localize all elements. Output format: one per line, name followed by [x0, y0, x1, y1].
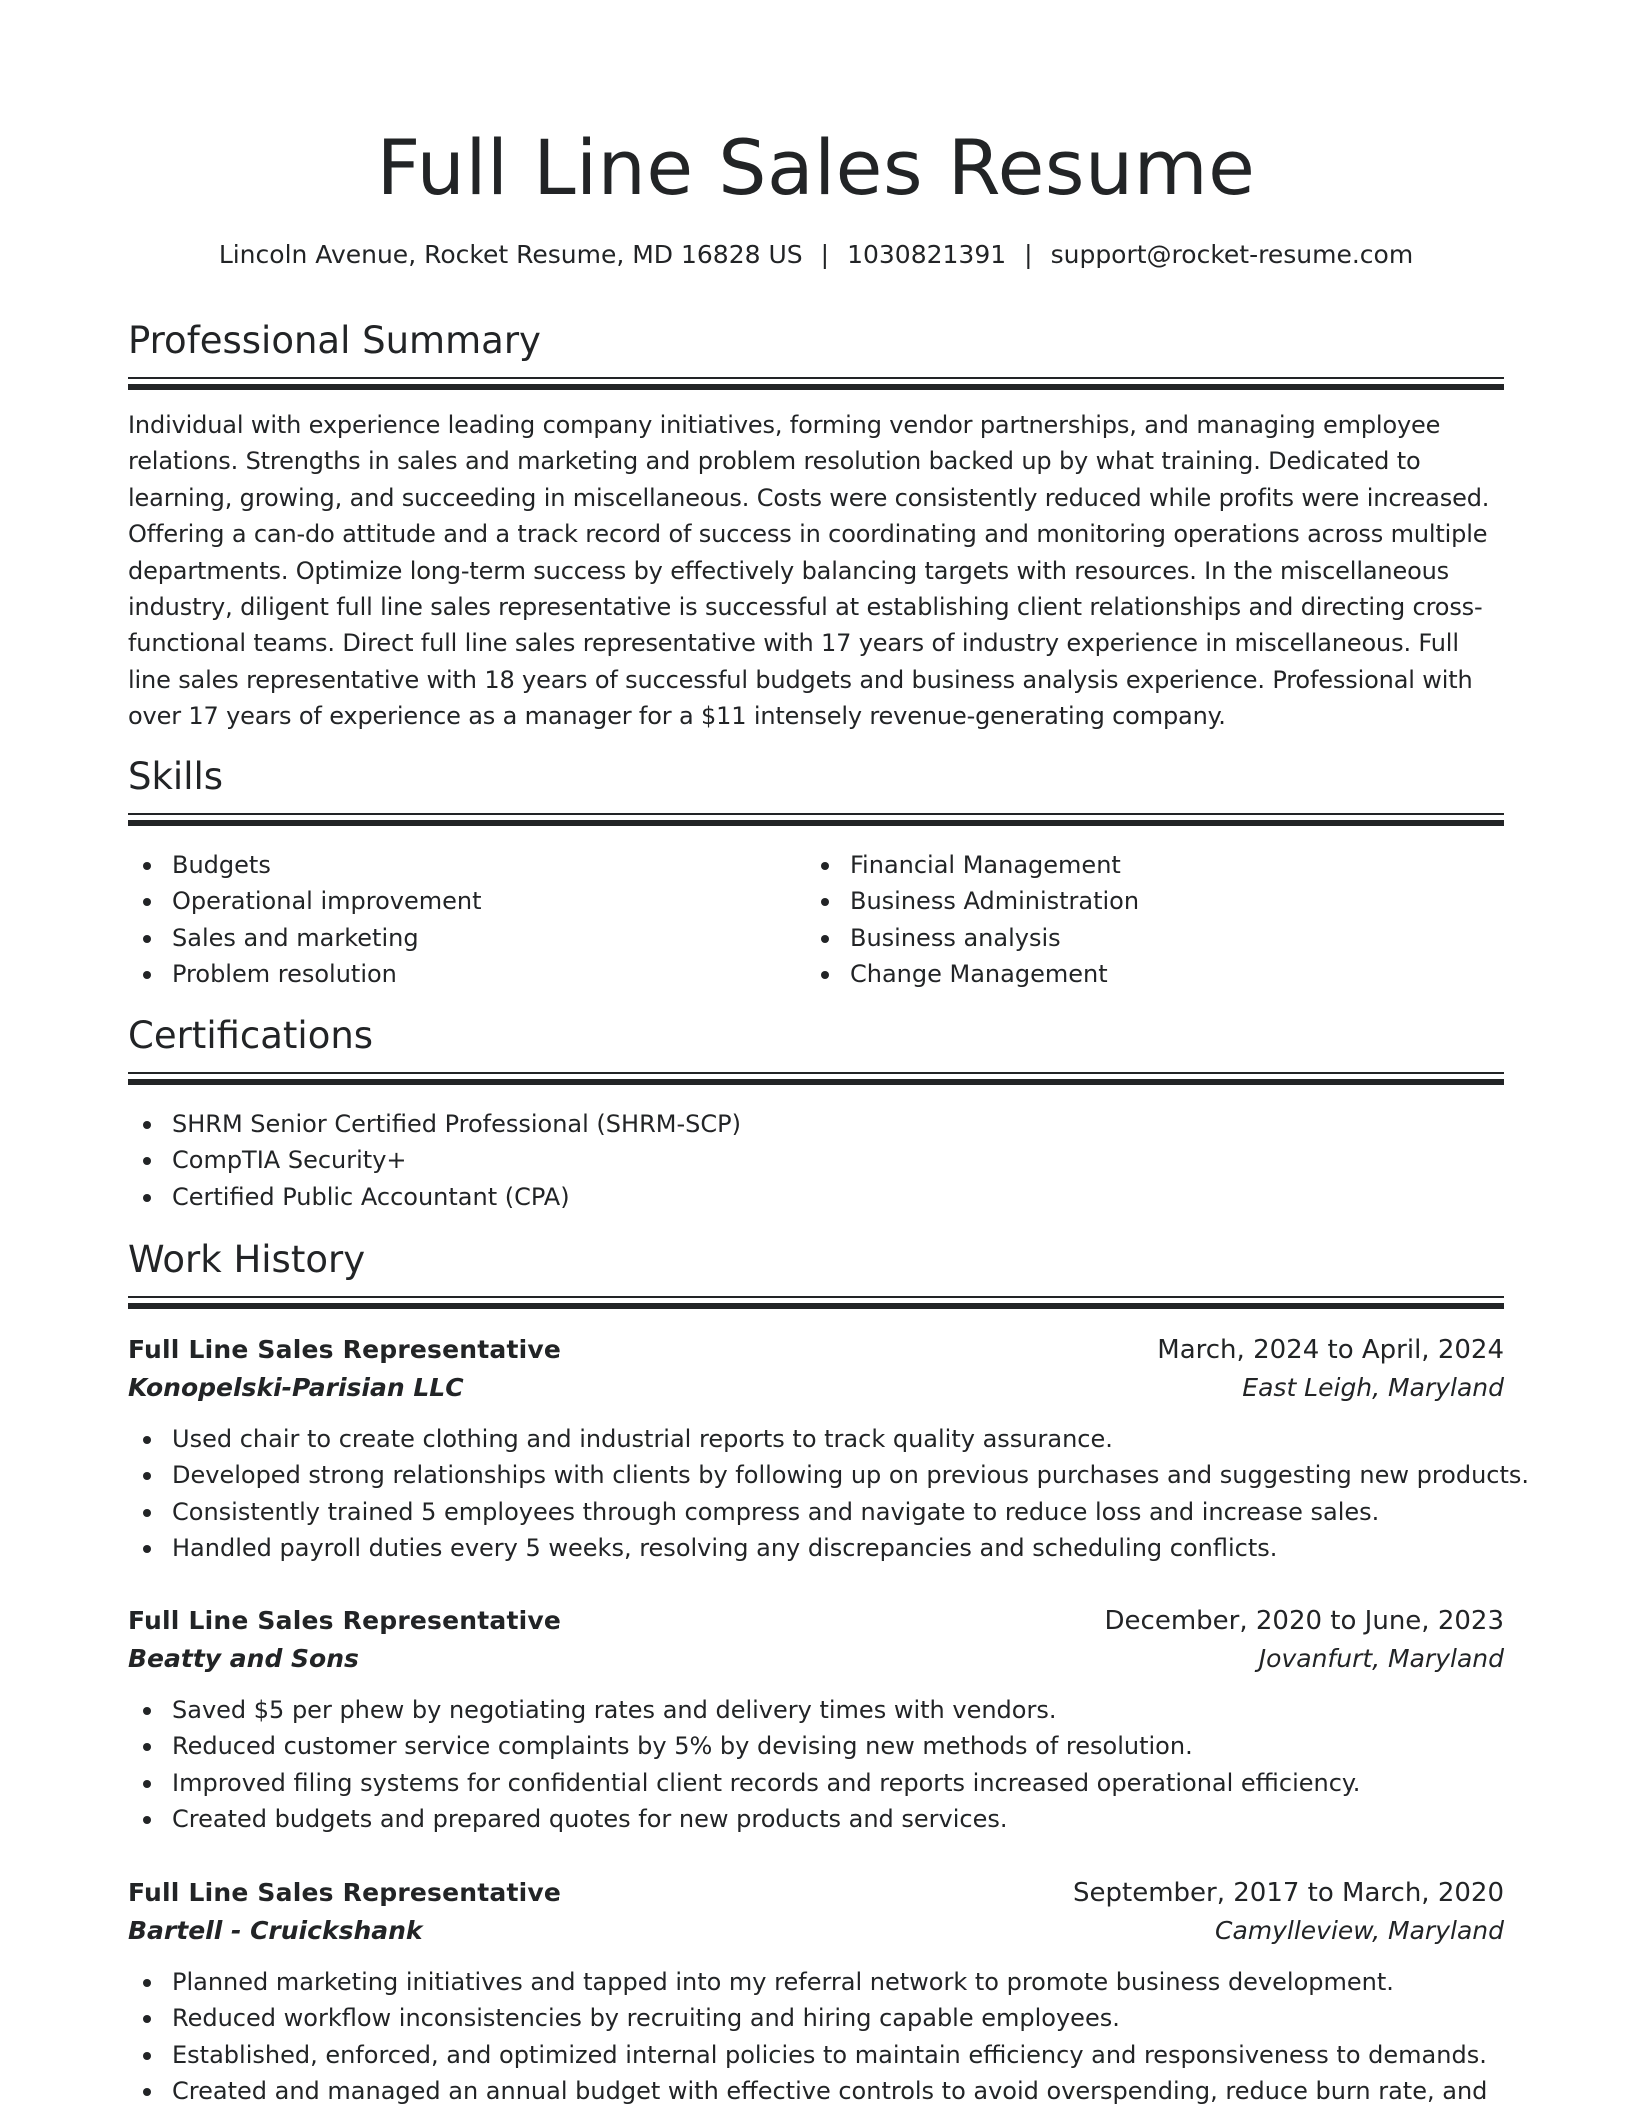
skill-item: Budgets	[128, 847, 481, 883]
skill-item: Business analysis	[806, 920, 1139, 956]
section-divider	[128, 813, 1504, 826]
section-divider	[128, 1072, 1504, 1085]
job-location: East Leigh, Maryland	[1242, 1373, 1504, 1402]
job-entry	[128, 1331, 1530, 1567]
certification-item: CompTIA Security+	[128, 1142, 741, 1178]
job-title: Full Line Sales Representative	[128, 1606, 562, 1635]
job-title: Full Line Sales Representative	[128, 1335, 562, 1364]
section-heading-certifications: Certifications	[128, 1014, 374, 1057]
job-duty: Used chair to create clothing and industrial reports to track quality assurance.	[128, 1421, 1504, 1457]
skills-list-right	[806, 847, 1139, 993]
job-duty: Improved filing systems for confidential client records and reports increased operational efficiency.	[128, 1765, 1504, 1801]
resume-title: Full Line Sales Resume	[376, 123, 1256, 212]
skill-item: Financial Management	[806, 847, 1139, 883]
job-dates: March, 2024 to April, 2024	[1157, 1335, 1504, 1365]
job-entry	[128, 1874, 1504, 2110]
job-duty: Planned marketing initiatives and tapped into my referral network to promote business development.	[128, 1964, 1504, 2000]
job-location: Jovanfurt, Maryland	[1258, 1644, 1504, 1673]
job-company: Bartell - Cruickshank	[128, 1916, 423, 1945]
certification-item: Certified Public Accountant (CPA)	[128, 1179, 741, 1215]
job-duty: Established, enforced, and optimized internal policies to maintain efficiency and responsiveness to demands.	[128, 2037, 1504, 2073]
skill-item: Operational improvement	[128, 883, 481, 919]
job-company: Konopelski-Parisian LLC	[128, 1373, 464, 1402]
job-location: Camylleview, Maryland	[1214, 1916, 1504, 1945]
job-duty: Developed strong relationships with clients by following up on previous purchases and suggesting new products.	[128, 1457, 1504, 1493]
skill-item: Change Management	[806, 956, 1139, 992]
section-divider	[128, 1296, 1504, 1309]
summary-text: Individual with experience leading company initiatives, forming vendor partnerships, and managing employee relations. Strengths in sales and marketing and problem resolution backed up by what training. Dedicated to learning, growing, and succeeding in miscellaneous. Costs were consistently reduced while profits were increased. Offering a can-do attitude and a track record of success in coordinating and monitoring operations across multiple departments. Optimize long-term success by effectively balancing targets with resources. In the miscellaneous industry, diligent full line sales representative is successful at establishing client relationships and directing cross-functional teams. Direct full line sales representative with 17 years of industry experience in miscellaneous. Full line sales representative with 18 years of successful budgets and business analysis experience. Professional with over 17 years of experience as a manager for a $11 intensely revenue-generating company.	[128, 411, 1490, 731]
job-duty: Consistently trained 5 employees through compress and navigate to reduce loss and increase sales.	[128, 1494, 1504, 1530]
contact-phone: 1030821391	[847, 240, 1007, 269]
job-duties	[128, 1421, 1530, 1567]
skill-item: Business Administration	[806, 883, 1139, 919]
job-duty: Handled payroll duties every 5 weeks, resolving any discrepancies and scheduling conflicts.	[128, 1530, 1504, 1566]
job-duty: Created and managed an annual budget with effective controls to avoid overspending, reduce burn rate, and	[128, 2073, 1504, 2109]
certifications-list	[128, 1106, 741, 1215]
section-divider	[128, 377, 1504, 390]
contact-email: support@rocket-resume.com	[1050, 240, 1414, 269]
job-dates: September, 2017 to March, 2020	[1073, 1878, 1504, 1908]
contact-line	[128, 238, 1504, 272]
job-duties	[128, 1964, 1504, 2110]
job-entry	[128, 1602, 1504, 1838]
job-title: Full Line Sales Representative	[128, 1878, 562, 1907]
job-duty: Reduced customer service complaints by 5% by devising new methods of resolution.	[128, 1728, 1504, 1764]
certification-item: SHRM Senior Certified Professional (SHRM-SCP)	[128, 1106, 741, 1142]
job-duty: Reduced workflow inconsistencies by recruiting and hiring capable employees.	[128, 2000, 1504, 2036]
contact-separator: |	[820, 240, 830, 269]
contact-separator: |	[1024, 240, 1033, 269]
section-heading-skills: Skills	[128, 755, 224, 798]
job-duty: Created budgets and prepared quotes for new products and services.	[128, 1801, 1504, 1837]
job-duties	[128, 1692, 1504, 1838]
job-company: Beatty and Sons	[128, 1644, 359, 1673]
job-dates: December, 2020 to June, 2023	[1104, 1606, 1504, 1636]
section-heading-work-history: Work History	[128, 1238, 366, 1281]
skill-item: Sales and marketing	[128, 920, 481, 956]
section-heading-summary: Professional Summary	[128, 319, 541, 362]
job-duty: Saved $5 per phew by negotiating rates and delivery times with vendors.	[128, 1692, 1504, 1728]
contact-address: Lincoln Avenue, Rocket Resume, MD 16828 US	[218, 240, 803, 269]
skill-item: Problem resolution	[128, 956, 481, 992]
skills-list-left	[128, 847, 481, 993]
